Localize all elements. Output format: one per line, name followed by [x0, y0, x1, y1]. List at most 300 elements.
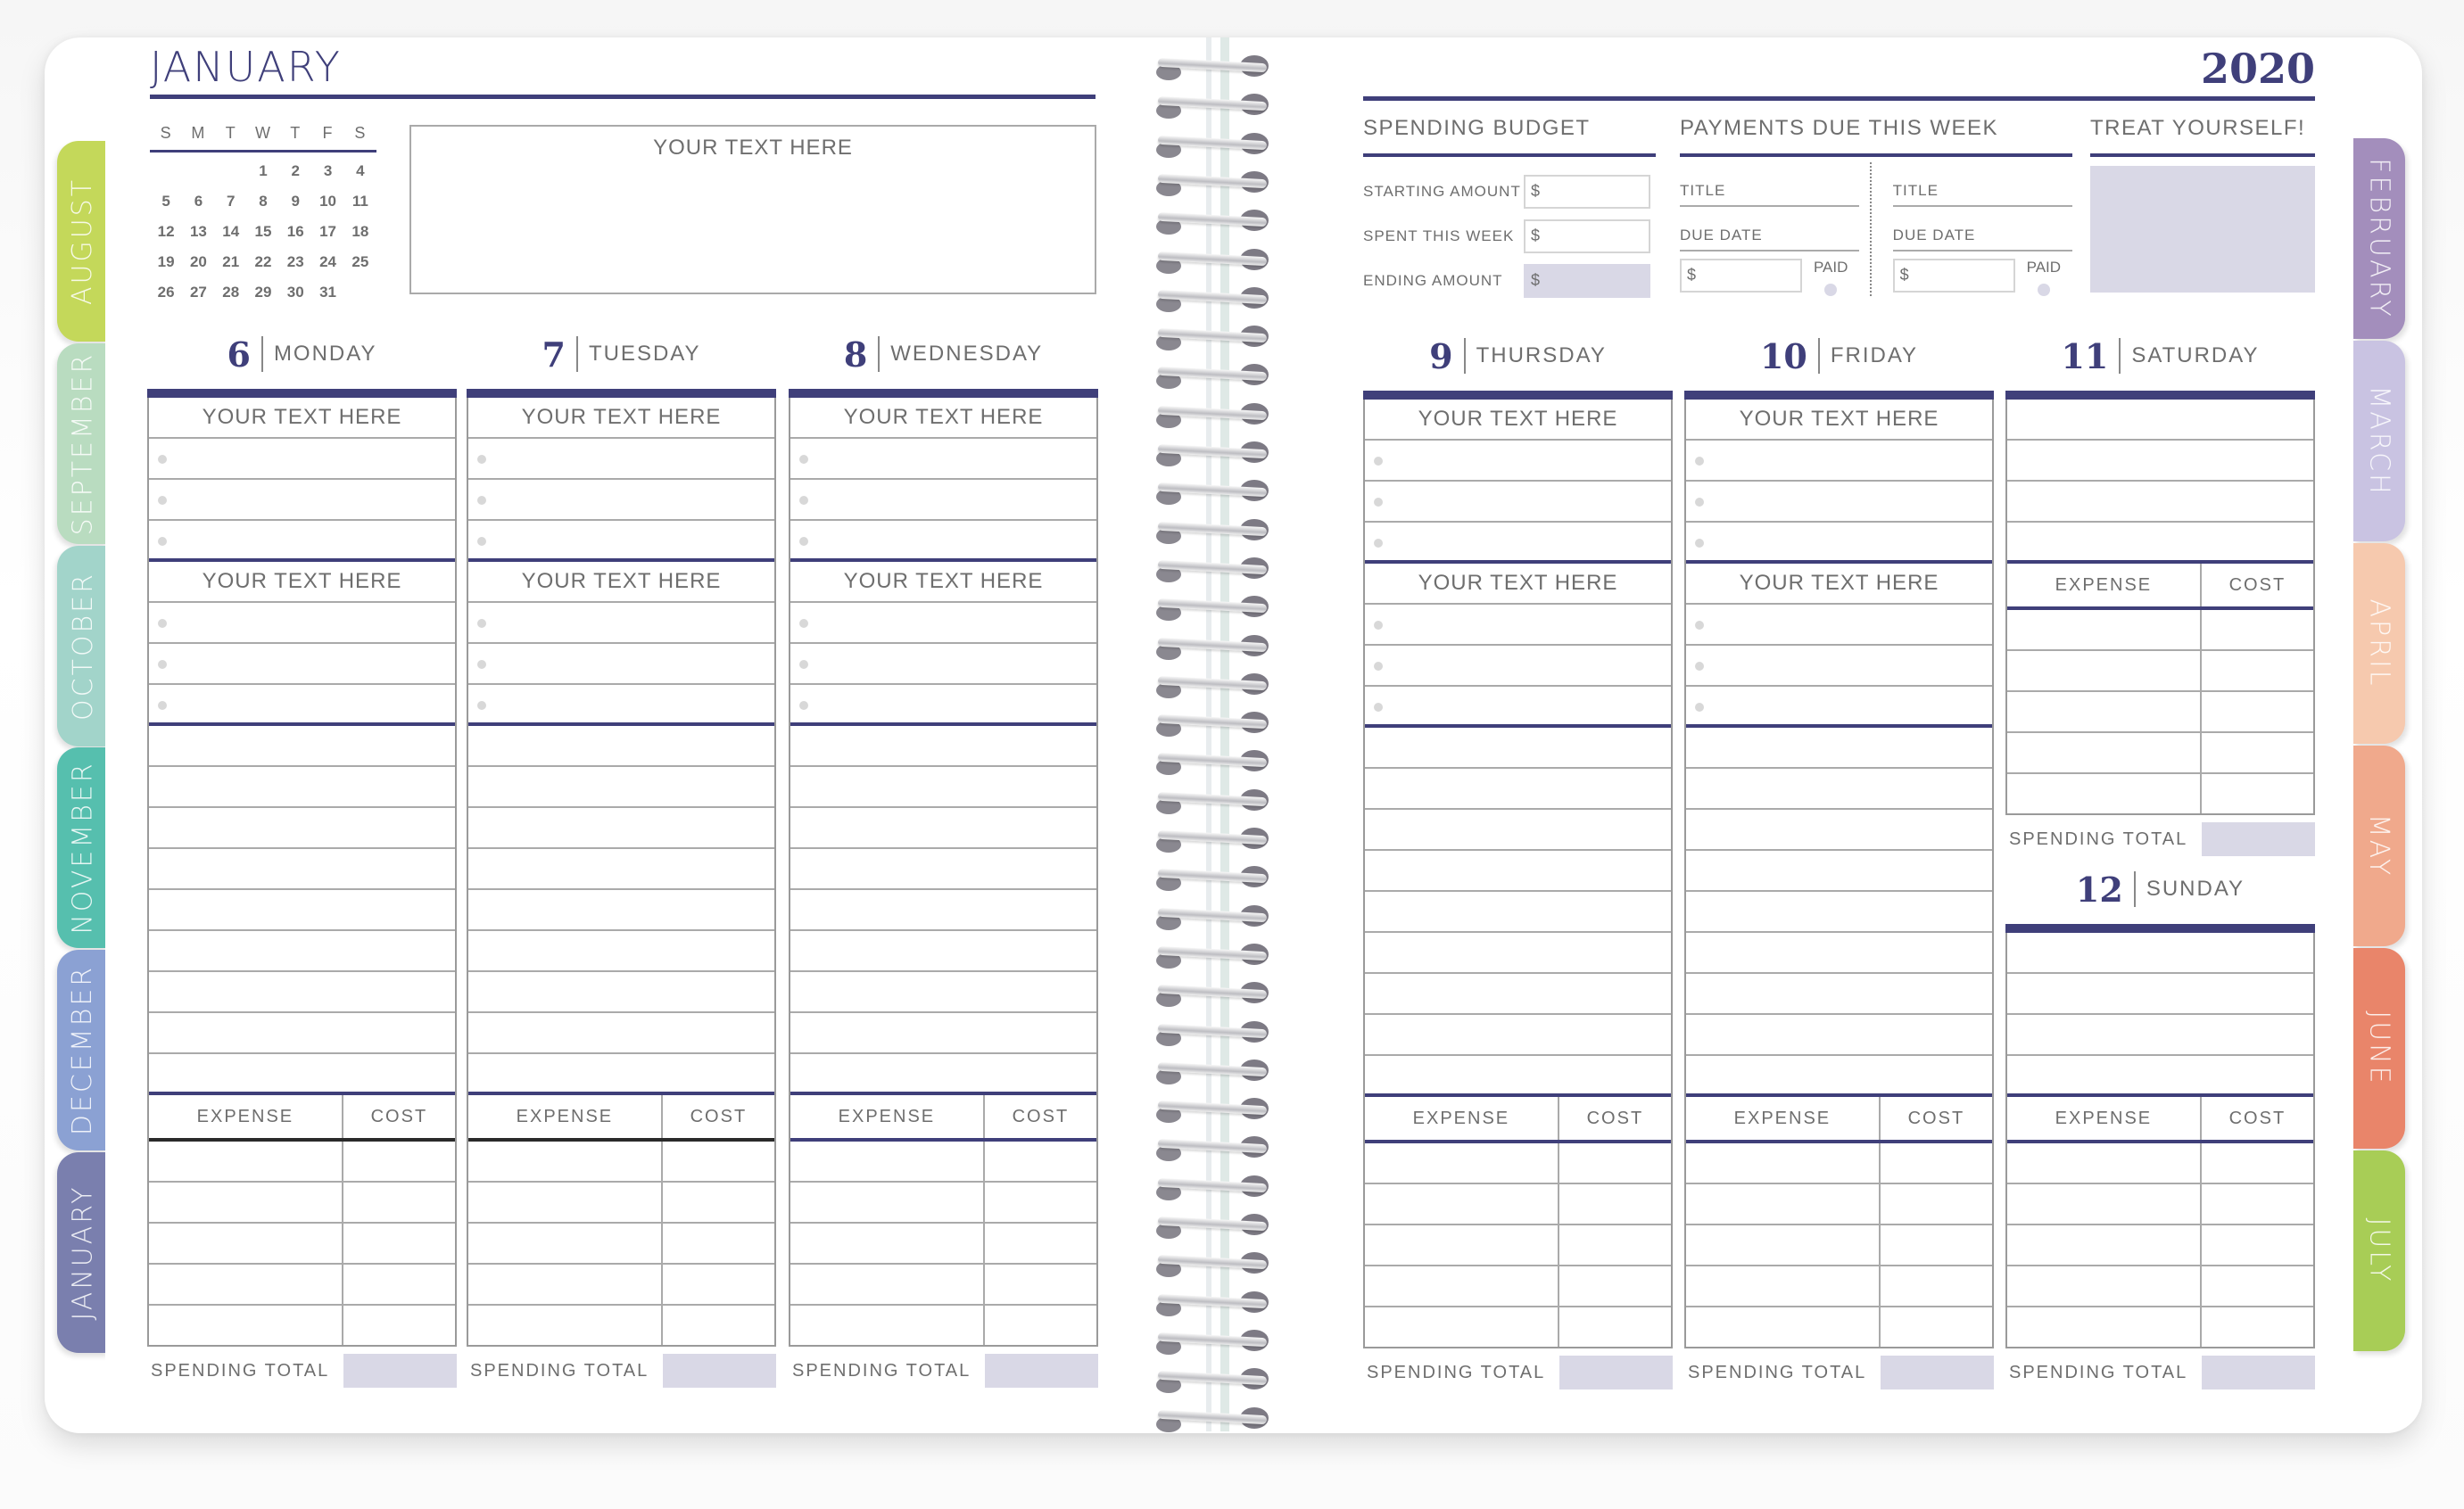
expense-row — [2007, 610, 2313, 651]
note-row[interactable] — [2007, 400, 2313, 441]
cost-cell[interactable] — [2202, 692, 2313, 731]
spending-total-box[interactable] — [2202, 822, 2315, 856]
mini-calendar-week: 12 13 14 15 16 17 18 — [157, 223, 369, 240]
expense-cell[interactable] — [1686, 1225, 1881, 1265]
spiral-coil — [1151, 866, 1276, 893]
payment-entry-2 — [1893, 162, 2072, 296]
bullet-row[interactable] — [790, 685, 1096, 726]
expense-cell[interactable] — [1686, 1307, 1881, 1347]
bullet-row[interactable] — [1365, 687, 1671, 728]
expense-cell[interactable] — [1686, 1184, 1881, 1224]
section-header[interactable]: YOUR TEXT HERE — [790, 398, 1096, 439]
note-row[interactable] — [790, 931, 1096, 972]
bullet-icon — [158, 496, 167, 505]
expense-row — [2007, 1266, 2313, 1307]
tab-may[interactable]: MAY — [2353, 746, 2405, 946]
bullet-row[interactable] — [1686, 482, 1992, 523]
expense-row — [468, 1142, 774, 1183]
note-row[interactable] — [149, 1013, 455, 1054]
expense-cell[interactable] — [1686, 1143, 1881, 1183]
note-row[interactable] — [468, 767, 774, 808]
bullet-icon — [158, 660, 167, 669]
tab-june[interactable]: JUNE — [2353, 948, 2405, 1149]
expense-cell[interactable] — [790, 1142, 985, 1181]
note-row[interactable] — [468, 808, 774, 849]
cost-cell[interactable] — [343, 1142, 455, 1181]
spiral-binding — [1151, 37, 1276, 1431]
expense-row — [2007, 651, 2313, 692]
expense-row — [2007, 774, 2313, 815]
cost-col-header: COST — [2228, 574, 2286, 595]
day-header — [147, 332, 457, 376]
bullet-row[interactable] — [1686, 687, 1992, 728]
cost-cell[interactable] — [985, 1265, 1096, 1304]
cost-cell[interactable] — [343, 1306, 455, 1345]
bullet-icon — [1695, 539, 1704, 548]
bullet-row[interactable] — [1365, 523, 1671, 564]
note-row[interactable] — [1686, 728, 1992, 769]
spending-total-label: SPENDING TOTAL — [470, 1360, 649, 1381]
mini-calendar-week: 19 20 21 22 23 24 25 — [157, 253, 369, 270]
note-row[interactable] — [790, 1013, 1096, 1054]
spiral-coil — [1151, 1136, 1276, 1163]
bullet-icon — [477, 496, 486, 505]
cost-cell[interactable] — [1559, 1225, 1671, 1265]
day-grid — [1363, 400, 1673, 1348]
note-row[interactable] — [1365, 769, 1671, 810]
section-rule — [1680, 153, 2072, 157]
day-divider — [1464, 338, 1466, 374]
bullet-icon — [1695, 703, 1704, 712]
expense-cell[interactable] — [2007, 1307, 2202, 1347]
cost-cell[interactable] — [2202, 1184, 2313, 1224]
bullet-row[interactable] — [1365, 605, 1671, 646]
expense-row — [790, 1183, 1096, 1224]
note-row[interactable] — [468, 849, 774, 890]
note-row[interactable] — [1365, 1015, 1671, 1056]
day-column-monday — [147, 332, 457, 1388]
spending-total-box[interactable] — [663, 1354, 776, 1388]
bullet-row[interactable] — [1686, 605, 1992, 646]
spiral-coil — [1151, 944, 1276, 970]
section-header[interactable]: YOUR TEXT HERE — [468, 398, 774, 439]
note-row[interactable] — [1365, 1056, 1671, 1097]
paid-checkbox[interactable] — [1802, 259, 1859, 296]
spiral-coil — [1151, 789, 1276, 816]
cost-col-header: COST — [2228, 1108, 2286, 1128]
expense-cell[interactable] — [1686, 1266, 1881, 1306]
expense-cell[interactable] — [1365, 1307, 1559, 1347]
spiral-coil — [1151, 673, 1276, 700]
expense-cell[interactable] — [149, 1142, 343, 1181]
note-row[interactable] — [468, 972, 774, 1013]
note-row[interactable] — [790, 808, 1096, 849]
spiral-coil — [1151, 133, 1276, 160]
bullet-row[interactable] — [1365, 646, 1671, 687]
cost-cell[interactable] — [1881, 1225, 1992, 1265]
note-row[interactable] — [2007, 523, 2313, 564]
tab-july[interactable]: JULY — [2353, 1150, 2405, 1351]
spent-this-week-label: SPENT THIS WEEK — [1363, 227, 1515, 244]
note-row[interactable] — [1365, 933, 1671, 974]
day-column-thursday — [1363, 334, 1673, 1389]
bullet-row[interactable] — [1686, 523, 1992, 564]
paid-checkbox[interactable] — [2015, 259, 2072, 296]
spent-this-week-input[interactable]: $ — [1524, 219, 1650, 253]
bullet-row[interactable] — [468, 521, 774, 562]
expense-header — [149, 1095, 455, 1142]
expense-row — [1686, 1307, 1992, 1348]
day-top-bar — [1363, 391, 1673, 400]
expense-cell[interactable] — [149, 1265, 343, 1304]
note-row[interactable] — [149, 890, 455, 931]
expense-row — [1686, 1225, 1992, 1266]
cost-cell[interactable] — [2202, 610, 2313, 649]
expense-cell[interactable] — [1365, 1184, 1559, 1224]
spiral-coil — [1151, 1330, 1276, 1356]
cost-cell[interactable] — [1881, 1143, 1992, 1183]
expense-cell[interactable] — [468, 1306, 663, 1345]
bullet-row[interactable] — [149, 439, 455, 480]
bullet-row[interactable] — [149, 603, 455, 644]
note-row[interactable] — [149, 849, 455, 890]
bullet-icon — [1374, 662, 1383, 671]
expense-row — [1686, 1143, 1992, 1184]
spiral-coil — [1151, 905, 1276, 932]
note-row[interactable] — [1686, 810, 1992, 851]
cost-cell[interactable] — [2202, 733, 2313, 772]
expense-cell[interactable] — [468, 1142, 663, 1181]
expense-cell[interactable] — [468, 1265, 663, 1304]
expense-cell[interactable] — [1365, 1266, 1559, 1306]
cost-cell[interactable] — [1559, 1184, 1671, 1224]
payment-due-date-field[interactable]: DUE DATE — [1893, 207, 2072, 252]
cost-cell[interactable] — [2202, 1225, 2313, 1265]
starting-amount-input[interactable]: $ — [1524, 175, 1650, 209]
tab-november[interactable]: NOVEMBER — [57, 747, 109, 948]
day-number: 9 — [1429, 335, 1453, 376]
note-row[interactable] — [2007, 974, 2313, 1015]
cost-cell[interactable] — [2202, 1266, 2313, 1306]
bullet-row[interactable] — [1686, 441, 1992, 482]
day-top-bar — [2005, 924, 2315, 933]
expense-row — [1365, 1266, 1671, 1307]
expense-col-header: EXPENSE — [2007, 564, 2202, 606]
ending-amount-label: ENDING AMOUNT — [1363, 272, 1503, 289]
bullet-row[interactable] — [790, 644, 1096, 685]
starting-amount-label: STARTING AMOUNT — [1363, 183, 1521, 200]
expense-cell[interactable] — [149, 1183, 343, 1222]
expense-cell[interactable] — [2007, 733, 2202, 772]
note-row[interactable] — [790, 849, 1096, 890]
spiral-coil — [1151, 557, 1276, 584]
section-header[interactable]: YOUR TEXT HERE — [1365, 564, 1671, 605]
cost-cell[interactable] — [2202, 1143, 2313, 1183]
note-row[interactable] — [790, 767, 1096, 808]
cost-cell[interactable] — [663, 1306, 774, 1345]
paid-dot-icon — [1824, 284, 1837, 296]
spiral-coil — [1151, 750, 1276, 777]
note-row[interactable] — [468, 1054, 774, 1095]
cost-cell[interactable] — [343, 1183, 455, 1222]
bullet-icon — [158, 537, 167, 546]
bullet-icon — [1374, 539, 1383, 548]
note-row[interactable] — [1686, 769, 1992, 810]
tab-january[interactable]: JANUARY — [57, 1152, 109, 1353]
note-row[interactable] — [149, 931, 455, 972]
mini-calendar-week: 26 27 28 29 30 31 — [157, 284, 336, 301]
cost-cell[interactable] — [343, 1224, 455, 1263]
expense-cell[interactable] — [2007, 1266, 2202, 1306]
note-row[interactable] — [149, 1054, 455, 1095]
note-row[interactable] — [468, 931, 774, 972]
mini-calendar-week: 1 2 3 4 — [259, 162, 365, 179]
cost-cell[interactable] — [1559, 1143, 1671, 1183]
note-row[interactable] — [790, 726, 1096, 767]
day-name: SATURDAY — [2131, 343, 2260, 367]
cost-cell[interactable] — [985, 1224, 1096, 1263]
section-header[interactable]: YOUR TEXT HERE — [1365, 400, 1671, 441]
expense-cell[interactable] — [149, 1306, 343, 1345]
bullet-row[interactable] — [149, 685, 455, 726]
spending-total-box[interactable] — [2202, 1356, 2315, 1389]
bullet-icon — [1374, 621, 1383, 630]
bullet-icon — [1695, 498, 1704, 507]
header-rule — [150, 95, 1096, 99]
payments-due-title: PAYMENTS DUE THIS WEEK — [1680, 116, 1999, 140]
cost-cell[interactable] — [2202, 1307, 2313, 1347]
note-row[interactable] — [149, 767, 455, 808]
note-row[interactable] — [790, 972, 1096, 1013]
note-row[interactable] — [1365, 728, 1671, 769]
spent-this-week-row — [1363, 214, 1656, 259]
section-header[interactable]: YOUR TEXT HERE — [149, 562, 455, 603]
spending-total-label: SPENDING TOTAL — [1688, 1362, 1867, 1382]
note-row[interactable] — [2007, 441, 2313, 482]
mini-calendar-rule — [150, 150, 376, 153]
spending-total — [1684, 1356, 1994, 1389]
bullet-icon — [477, 619, 486, 628]
spiral-coil — [1151, 982, 1276, 1009]
note-row[interactable] — [1686, 974, 1992, 1015]
cost-col-header: COST — [1586, 1108, 1644, 1128]
bullet-row[interactable] — [468, 603, 774, 644]
tab-february[interactable]: FEBRUARY — [2353, 138, 2405, 339]
spending-total-label: SPENDING TOTAL — [151, 1360, 330, 1381]
expense-cell[interactable] — [2007, 692, 2202, 731]
note-row[interactable] — [2007, 933, 2313, 974]
bullet-row[interactable] — [468, 685, 774, 726]
note-row[interactable] — [468, 890, 774, 931]
bullet-row[interactable] — [1365, 482, 1671, 523]
note-row[interactable] — [1686, 933, 1992, 974]
day-column-saturday — [2005, 334, 2315, 856]
treat-yourself-box[interactable] — [2090, 166, 2315, 293]
cost-cell[interactable] — [1881, 1266, 1992, 1306]
starting-amount-row — [1363, 169, 1656, 214]
cost-cell[interactable] — [985, 1142, 1096, 1181]
spiral-coil — [1151, 480, 1276, 507]
cost-cell[interactable] — [1559, 1307, 1671, 1347]
bullet-row[interactable] — [149, 521, 455, 562]
note-row[interactable] — [468, 726, 774, 767]
expense-row — [2007, 1225, 2313, 1266]
day-grid — [2005, 933, 2315, 1348]
note-row[interactable] — [1365, 892, 1671, 933]
bullet-icon — [1374, 498, 1383, 507]
day-top-bar — [789, 389, 1098, 398]
expense-col-header: EXPENSE — [468, 1095, 663, 1138]
payment-title-field[interactable]: TITLE — [1893, 162, 2072, 207]
section-header[interactable]: YOUR TEXT HERE — [1686, 564, 1992, 605]
spending-total — [2005, 1356, 2315, 1389]
note-row[interactable] — [1365, 974, 1671, 1015]
cost-cell[interactable] — [663, 1224, 774, 1263]
note-row[interactable] — [1686, 892, 1992, 933]
cost-cell[interactable] — [1881, 1184, 1992, 1224]
note-row[interactable] — [2007, 1015, 2313, 1056]
tab-september[interactable]: SEPTEMBER — [57, 343, 109, 544]
cost-cell[interactable] — [2202, 651, 2313, 690]
section-rule — [2090, 153, 2315, 157]
payment-amount-input[interactable]: $ — [1680, 259, 1802, 293]
bullet-row[interactable] — [790, 521, 1096, 562]
expense-cell[interactable] — [2007, 774, 2202, 813]
spiral-coil — [1151, 635, 1276, 662]
bullet-row[interactable] — [468, 439, 774, 480]
bullet-row[interactable] — [790, 439, 1096, 480]
expense-row — [790, 1142, 1096, 1183]
payment-due-date-field[interactable]: DUE DATE — [1680, 207, 1859, 252]
bullet-icon — [1374, 457, 1383, 466]
paid-dot-icon — [2038, 284, 2050, 296]
tab-december[interactable]: DECEMBER — [57, 950, 109, 1150]
expense-cell[interactable] — [468, 1183, 663, 1222]
spending-total — [467, 1354, 776, 1388]
note-row[interactable] — [1686, 1015, 1992, 1056]
note-row[interactable] — [1365, 851, 1671, 892]
month-title: JANUARY — [150, 43, 342, 91]
bullet-row[interactable] — [1686, 646, 1992, 687]
cost-cell[interactable] — [1881, 1307, 1992, 1347]
spiral-coil — [1151, 171, 1276, 198]
day-number: 6 — [227, 334, 251, 375]
bullet-row[interactable] — [149, 480, 455, 521]
cost-cell[interactable] — [343, 1265, 455, 1304]
spiral-coil — [1151, 1214, 1276, 1241]
note-row[interactable] — [1365, 810, 1671, 851]
tab-april[interactable]: APRIL — [2353, 543, 2405, 744]
expense-cell[interactable] — [468, 1224, 663, 1263]
expense-cell[interactable] — [2007, 610, 2202, 649]
payments-due-section — [1680, 116, 2072, 296]
cost-cell[interactable] — [1559, 1266, 1671, 1306]
payment-title-field[interactable]: TITLE — [1680, 162, 1859, 207]
section-header[interactable]: YOUR TEXT HERE — [468, 562, 774, 603]
expense-cell[interactable] — [2007, 1143, 2202, 1183]
note-row[interactable] — [468, 1013, 774, 1054]
spending-total-box[interactable] — [985, 1354, 1098, 1388]
cost-cell[interactable] — [663, 1183, 774, 1222]
expense-header — [790, 1095, 1096, 1142]
expense-cell[interactable] — [149, 1224, 343, 1263]
mini-calendar-weekdays: S M T W T F S — [160, 123, 367, 142]
spiral-coil — [1151, 1252, 1276, 1279]
note-row[interactable] — [149, 726, 455, 767]
section-header[interactable]: YOUR TEXT HERE — [149, 398, 455, 439]
bullet-row[interactable] — [790, 603, 1096, 644]
tab-march[interactable]: MARCH — [2353, 341, 2405, 541]
payment-amount-input[interactable]: $ — [1893, 259, 2015, 293]
day-top-bar — [1684, 391, 1994, 400]
cost-cell[interactable] — [985, 1183, 1096, 1222]
tab-august[interactable]: AUGUST — [57, 141, 109, 342]
day-top-bar — [467, 389, 776, 398]
bullet-icon — [1695, 662, 1704, 671]
bullet-row[interactable] — [468, 480, 774, 521]
ending-amount-input[interactable]: $ — [1524, 264, 1650, 298]
spiral-coil — [1151, 1060, 1276, 1086]
cost-cell[interactable] — [663, 1265, 774, 1304]
spiral-coil — [1151, 55, 1276, 82]
bullet-row[interactable] — [790, 480, 1096, 521]
note-row[interactable] — [1686, 851, 1992, 892]
expense-row — [468, 1306, 774, 1347]
spending-total-box[interactable] — [1559, 1356, 1673, 1389]
notes-text-box[interactable]: YOUR TEXT HERE — [409, 125, 1096, 294]
expense-cell[interactable] — [790, 1265, 985, 1304]
treat-yourself-title: TREAT YOURSELF! — [2090, 116, 2306, 140]
cost-cell[interactable] — [663, 1142, 774, 1181]
spiral-coil — [1151, 1021, 1276, 1048]
note-row[interactable] — [149, 972, 455, 1013]
expense-cell[interactable] — [790, 1306, 985, 1345]
expense-cell[interactable] — [2007, 1225, 2202, 1265]
expense-cell[interactable] — [1365, 1225, 1559, 1265]
day-column-friday — [1684, 334, 1994, 1389]
note-row[interactable] — [149, 808, 455, 849]
section-header[interactable]: YOUR TEXT HERE — [1686, 400, 1992, 441]
note-row[interactable] — [1686, 1056, 1992, 1097]
note-row[interactable] — [2007, 1056, 2313, 1097]
spending-total-box[interactable] — [1881, 1356, 1994, 1389]
bullet-row[interactable] — [1365, 441, 1671, 482]
note-row[interactable] — [2007, 482, 2313, 523]
note-row[interactable] — [790, 890, 1096, 931]
expense-row — [2007, 733, 2313, 774]
spending-total-box[interactable] — [343, 1354, 457, 1388]
spiral-coil — [1151, 1407, 1276, 1434]
spiral-coil — [1151, 596, 1276, 623]
section-header[interactable]: YOUR TEXT HERE — [790, 562, 1096, 603]
tab-october[interactable]: OCTOBER — [57, 546, 109, 746]
expense-cell[interactable] — [2007, 1184, 2202, 1224]
expense-cell[interactable] — [790, 1224, 985, 1263]
expense-header — [1686, 1097, 1992, 1143]
expense-row — [1686, 1184, 1992, 1225]
note-row[interactable] — [790, 1054, 1096, 1095]
bullet-icon — [477, 660, 486, 669]
bullet-row[interactable] — [468, 644, 774, 685]
cost-cell[interactable] — [985, 1306, 1096, 1345]
expense-cell[interactable] — [790, 1183, 985, 1222]
spending-budget-section — [1363, 116, 1656, 303]
bullet-row[interactable] — [149, 644, 455, 685]
cost-cell[interactable] — [2202, 774, 2313, 813]
expense-cell[interactable] — [2007, 651, 2202, 690]
expense-cell[interactable] — [1365, 1143, 1559, 1183]
bullet-icon — [799, 619, 808, 628]
